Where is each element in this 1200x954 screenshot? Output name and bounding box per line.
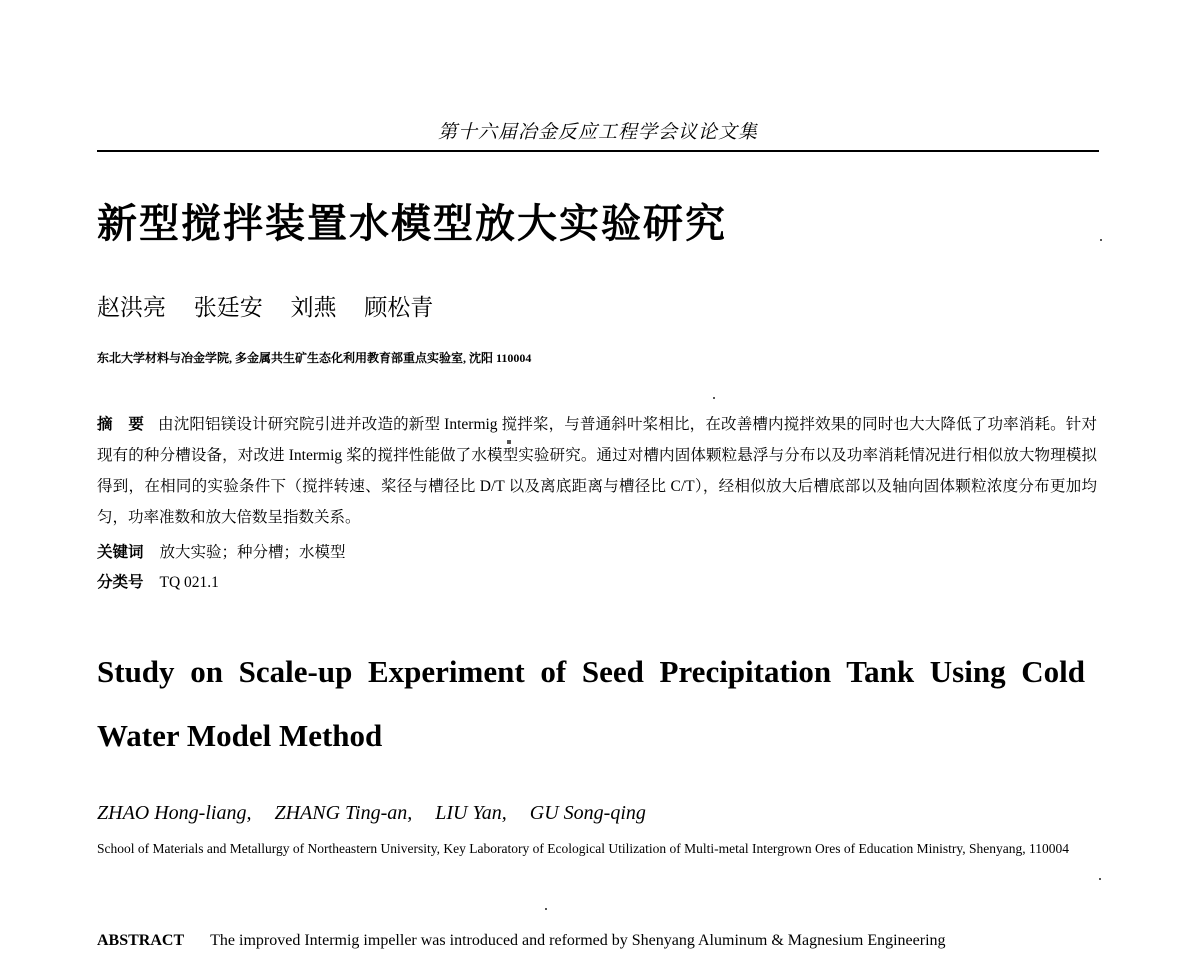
author-zh-4: 顾松青 <box>364 295 434 320</box>
classification-number <box>97 568 219 598</box>
author-en-1: ZHAO Hong-liang, <box>97 802 252 824</box>
author-en-4: GU Song-qing <box>529 802 646 824</box>
paper-title-english: Study on Scale-up Experiment of Seed Precipitation Tank Using Cold Water Model Method <box>97 654 1085 753</box>
running-header: 第十六届冶金反应工程学会议论文集 <box>437 122 758 143</box>
scan-speck <box>1099 878 1101 880</box>
abstract-zh-label: 摘 要 <box>97 416 145 433</box>
author-zh-3: 刘燕 <box>290 295 337 320</box>
author-en-2: ZHANG Ting-an, <box>274 802 413 824</box>
classification-text: TQ 021.1 <box>159 574 219 591</box>
scan-speck <box>545 908 547 910</box>
abstract-en-text: The improved Intermig impeller was introduced and reformed by Shenyang Aluminum & Magnesium Engineering <box>210 932 946 949</box>
author-zh-1: 赵洪亮 <box>97 295 166 320</box>
affiliation-chinese: 东北大学材料与冶金学院, 多金属共生矿生态化利用教育部重点实验室, 沈阳 110004 <box>97 351 532 365</box>
affiliation-english: School of Materials and Metallurgy of Northeastern University, Key Laboratory of Ecological Utilization of Multi-metal Intergrown Ores of Education Ministry, Shenyang, 110004 <box>97 841 1070 856</box>
abstract-en-label: ABSTRACT <box>97 932 185 949</box>
keywords-chinese <box>97 538 346 568</box>
scan-speck <box>713 397 715 399</box>
author-zh-2: 张廷安 <box>193 295 263 320</box>
paper-title-chinese: 新型搅拌装置水模型放大实验研究 <box>97 201 727 247</box>
scan-speck <box>1100 239 1102 241</box>
scan-speck <box>507 440 511 444</box>
authors-english <box>97 798 664 828</box>
authors-chinese <box>97 292 455 324</box>
abstract-zh-text: 由沈阳铝镁设计研究院引进并改造的新型 Intermig 搅拌桨，与普通斜叶桨相比，在改善槽内搅拌效果的同时也大大降低了功率消耗。针对现有的种分槽设备，对改进 Intermig 桨的搅拌性能做了水模型实验研究。通过对槽内固体颗粒悬浮与分布以及功率消耗情况进行相似放大物理模拟得到，在相同的实验条件下（搅拌转速、桨径与槽径比 D/T 以及离底距离与槽径比 C/T），经相似放大后槽底部以及轴向固体颗粒浓度分布更加均匀，功率准数和放大倍数呈指数关系。 <box>97 416 1097 526</box>
classification-label: 分类号 <box>97 574 144 591</box>
keywords-label: 关键词 <box>97 544 144 561</box>
abstract-english <box>97 928 1097 954</box>
author-en-3: LIU Yan, <box>435 802 507 824</box>
abstract-chinese <box>97 409 1097 533</box>
keywords-text: 放大实验；种分槽；水模型 <box>159 544 346 561</box>
header-rule <box>97 150 1099 152</box>
